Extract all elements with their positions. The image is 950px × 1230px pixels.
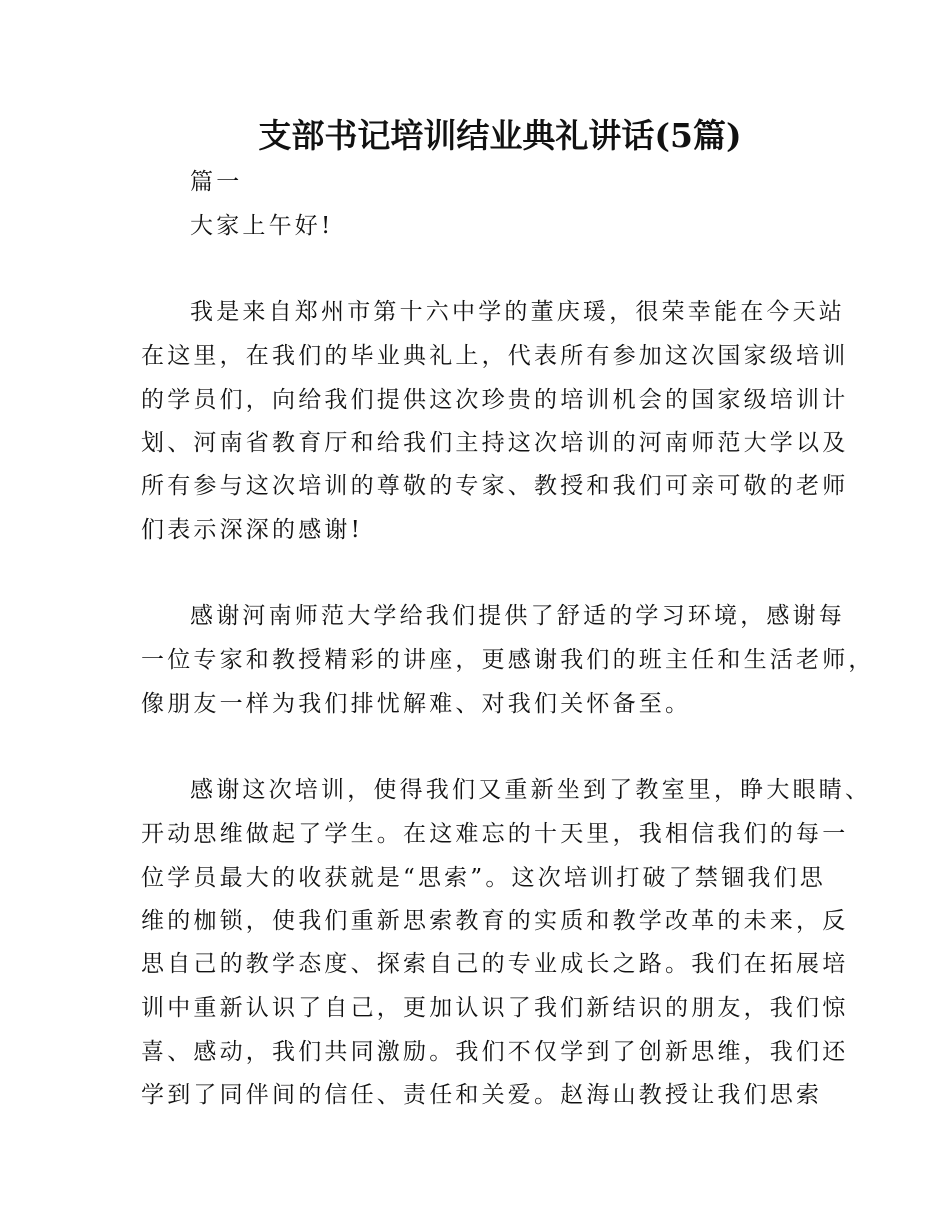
paragraph-1-line: 在这里，在我们的毕业典礼上，代表所有参加这次国家级培训 [141, 343, 849, 369]
paragraph-3-line: 位学员最大的收获就是“思索”。这次培训打破了禁锢我们思 [141, 865, 826, 891]
document-title: 支部书记培训结业典礼讲话(5篇) [258, 116, 742, 155]
paragraph-1-line: 我是来自郑州市第十六中学的董庆瑗，很荣幸能在今天站 [190, 299, 845, 325]
paragraph-3-line: 喜、感动，我们共同激励。我们不仅学到了创新思维，我们还 [141, 1039, 849, 1065]
paragraph-3-line: 训中重新认识了自己，更加认识了我们新结识的朋友，我们惊 [141, 995, 849, 1021]
paragraph-3-line: 感谢这次培训，使得我们又重新坐到了教室里，睁大眼睛、 [190, 777, 872, 803]
paragraph-3-line: 开动思维做起了学生。在这难忘的十天里，我相信我们的每一 [141, 821, 849, 847]
paragraph-3-line: 维的枷锁，使我们重新思索教育的实质和教学改革的未来，反 [141, 908, 849, 934]
paragraph-3-line: 学到了同伴间的信任、责任和关爱。赵海山教授让我们思索 [141, 1082, 823, 1108]
paragraph-2-line: 一位专家和教授精彩的讲座，更感谢我们的班主任和生活老师， [141, 647, 875, 673]
paragraph-1-line: 的学员们，向给我们提供这次珍贵的培训机会的国家级培训计 [141, 387, 849, 413]
paragraph-2-line: 感谢河南师范大学给我们提供了舒适的学习环境，感谢每 [190, 603, 845, 629]
section-label: 篇一 [190, 169, 243, 195]
greeting: 大家上午好! [190, 213, 334, 239]
paragraph-1-line: 所有参与这次培训的尊敬的专家、教授和我们可亲可敬的老师 [141, 473, 849, 499]
paragraph-1-line: 们表示深深的感谢! [141, 517, 364, 543]
paragraph-2-line: 像朋友一样为我们排忧解难、对我们关怀备至。 [141, 691, 692, 717]
paragraph-3-line: 思自己的教学态度、探索自己的专业成长之路。我们在拓展培 [141, 951, 849, 977]
paragraph-1-line: 划、河南省教育厅和给我们主持这次培训的河南师范大学以及 [141, 430, 849, 456]
